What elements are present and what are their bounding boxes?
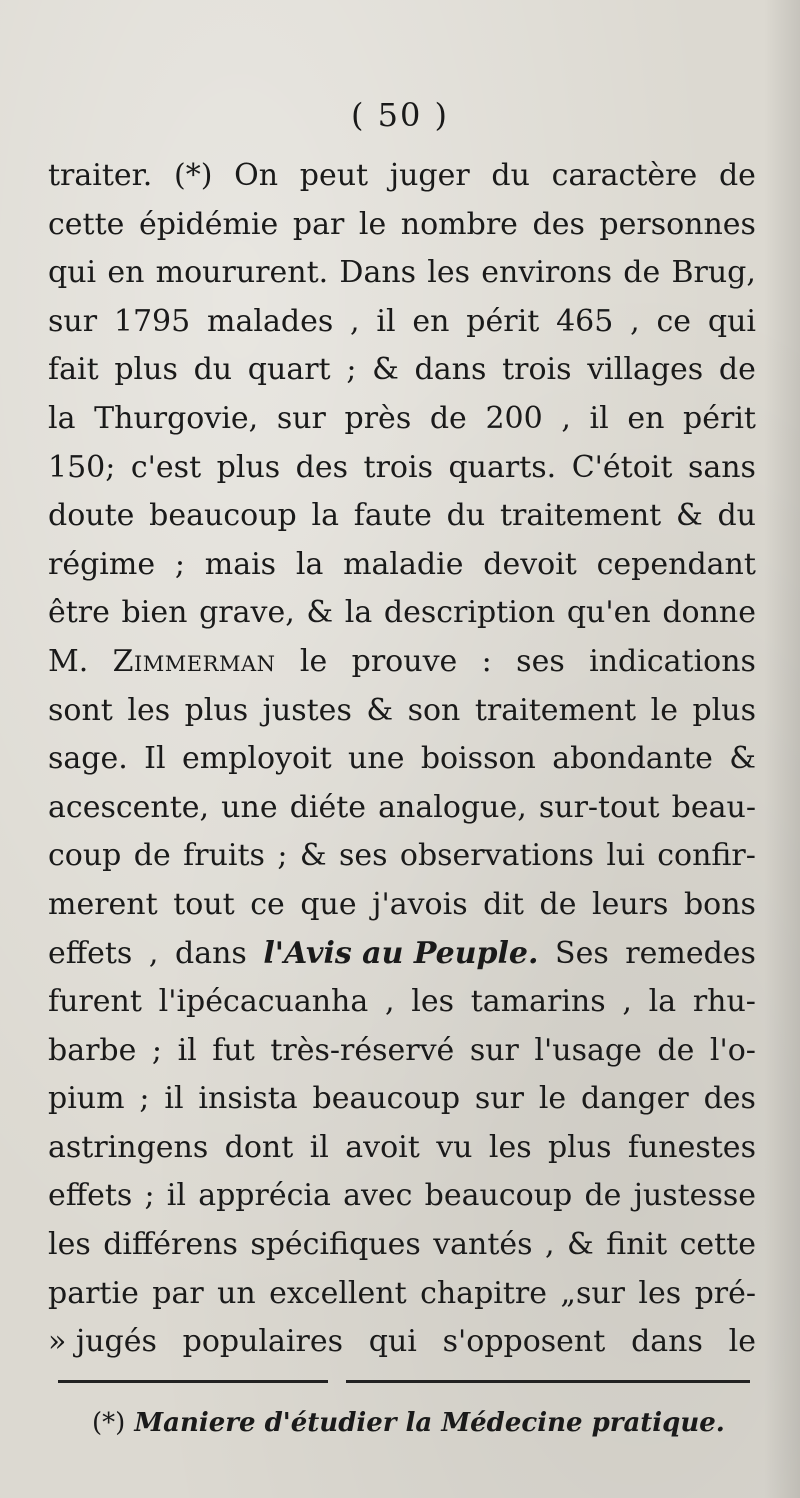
word: & [675,498,703,534]
word: M. [48,643,89,679]
word: traitement [499,498,662,534]
word: les [48,1227,91,1263]
text-line [48,541,756,590]
word: plus [114,352,178,388]
word: & [566,1227,594,1263]
word: il [376,303,396,339]
word: funestes [627,1129,756,1165]
word: qu'en [566,595,651,631]
word: une [221,789,278,825]
word: confir- [657,838,756,874]
word: pium [48,1081,125,1117]
word: trois [502,352,572,388]
word: vantés [433,1227,533,1263]
word: ; [174,546,185,582]
word: spécifiques [250,1227,421,1263]
word: effets [48,1178,133,1214]
word: les [127,692,171,728]
word: sur [469,1032,519,1068]
word: les [411,984,454,1020]
word: Zimmerman [112,643,276,679]
word: analogue, [378,789,527,825]
text-line [48,298,756,347]
word: 150; [48,449,116,485]
word: ; [277,838,288,874]
word: il [164,1081,184,1117]
word: prouve [351,643,458,679]
word: devoit [483,546,577,582]
word: il [309,1129,329,1165]
word: partie [48,1275,139,1311]
word: Brug, [671,255,756,291]
word: sur [48,303,98,339]
word: observations [399,838,594,874]
word: bien [121,595,188,631]
word: du [446,498,486,534]
word: leurs [592,886,669,922]
word: sur [474,1081,524,1117]
word: merent [48,886,158,922]
word: beaucoup [424,1178,573,1214]
word: quart [247,352,331,388]
word: 200 [485,400,543,436]
word: effets [48,935,133,971]
page-number: ( 50 ) [350,96,450,134]
word: abondante [552,741,713,777]
word: régime [48,546,156,582]
word: doute [48,498,135,534]
word: maladie [343,546,464,582]
word: ses [516,643,565,679]
word: beaucoup [312,1081,461,1117]
word: traitement [474,692,637,728]
word: de [623,255,661,291]
word: vu [436,1129,473,1165]
word: près [344,400,412,436]
word: 1795 [113,303,191,339]
word: beaucoup [149,498,297,534]
word: populaires [182,1324,343,1360]
word: excellent [269,1275,407,1311]
word: caractère [551,158,698,193]
word: Il [144,741,166,777]
word: plus [216,449,281,485]
text-line [48,346,756,395]
word: cette [48,206,125,242]
word: malades [207,303,334,339]
word: boisson [420,741,536,777]
word: sont [48,692,113,728]
word: la [648,984,677,1020]
word: tamarins [470,984,606,1020]
word: & [729,741,756,777]
word: l'Avis au Peuple. [263,935,539,971]
word: On [234,158,279,193]
word: le [358,206,387,242]
word: ses [338,838,388,874]
word: quarts. [448,449,557,485]
text-line [48,1270,756,1319]
word: justesse [633,1178,756,1214]
word: diéte [289,789,367,825]
word: „sur [560,1275,626,1311]
word: cependant [596,546,756,582]
text-line [48,735,756,784]
word: traiter. [48,158,153,193]
word: nombre [400,206,518,242]
word: de [429,400,467,436]
word: & [366,692,394,728]
word: ; [346,352,357,388]
word: qui [48,255,97,291]
word: moururent. [155,255,329,291]
word: , [148,935,159,971]
word: cette [679,1227,756,1263]
footnote [92,1408,725,1438]
word: les [488,1129,532,1165]
word: : [481,643,492,679]
text-line [48,881,756,930]
word: donne [662,595,756,631]
word: des [703,1081,756,1117]
word: » jugés [48,1324,157,1360]
word: (*) [173,158,213,193]
footnote-text: Maniere d'étudier la Médecine pratique. [134,1408,725,1438]
word: l'o- [709,1032,756,1068]
word: , [350,303,360,339]
text-line [48,1075,756,1124]
word: c'est [130,449,202,485]
word: fruits [183,838,265,874]
word: de [584,1178,622,1214]
word: une [348,741,405,777]
word: par [292,206,345,242]
word: peut [299,158,369,193]
word: tout [173,886,235,922]
body-text [48,152,756,1367]
word: sans [687,449,756,485]
word: du [193,352,233,388]
word: dans [414,352,487,388]
word: il [589,400,609,436]
word: des [295,449,349,485]
word: un [217,1275,256,1311]
word: pré- [694,1275,756,1311]
footnote-mark: (*) [92,1408,126,1438]
text-line [48,1318,756,1367]
word: beau- [671,789,756,825]
word: villages [587,352,704,388]
word: justes [262,692,352,728]
footnote-rule-left [58,1380,328,1383]
word: dit [483,886,524,922]
text-line [48,978,756,1027]
word: faute [353,498,432,534]
word: Thurgovie, [94,400,259,436]
word: ce [656,303,692,339]
word: lui [606,838,645,874]
word: dans [631,1324,703,1360]
text-line [48,638,756,687]
word: 465 [556,303,614,339]
word: trois [363,449,433,485]
word: insista [198,1081,298,1117]
word: l'ipécacuanha [158,984,369,1020]
word: ; [139,1081,150,1117]
word: , [561,400,571,436]
word: du [717,498,756,534]
word: , [545,1227,555,1263]
word: épidémie [138,206,279,242]
word: s'opposent [442,1324,606,1360]
word: , [384,984,395,1020]
word: juger [389,158,470,193]
word: en [627,400,665,436]
word: fut [212,1032,255,1068]
word: j'avois [372,886,468,922]
word: avec [343,1178,413,1214]
word: ce [250,886,285,922]
word: la [311,498,339,534]
word: il [177,1032,197,1068]
text-line [48,444,756,493]
word: & [306,595,334,631]
word: C'étoit [571,449,673,485]
word: chapitre [420,1275,548,1311]
word: la [295,546,324,582]
word: l'usage [534,1032,642,1068]
word: grave, [199,595,295,631]
word: de [133,838,171,874]
word: Dans [339,255,417,291]
word: très-réservé [270,1032,455,1068]
word: de [718,352,756,388]
word: description [383,595,556,631]
word: différens [103,1227,238,1263]
word: de [539,886,577,922]
text-line [48,1172,756,1221]
word: les [638,1275,682,1311]
word: employoit [181,741,332,777]
word: être [48,595,110,631]
word: plus [184,692,249,728]
text-line [48,249,756,298]
word: le [538,1081,567,1117]
text-line [48,832,756,881]
word: sur [276,400,326,436]
text-line [48,201,756,250]
text-line [48,784,756,833]
word: ; [144,1178,155,1214]
word: le [728,1324,756,1360]
word: dont [224,1129,294,1165]
footnote-rule-right [346,1380,750,1383]
word: finit [606,1227,668,1263]
word: en [107,255,145,291]
text-line [48,492,756,541]
word: qui [707,303,756,339]
word: personnes [599,206,756,242]
word: & [372,352,399,388]
word: de [718,158,756,193]
word: le [299,643,328,679]
word: furent [48,984,142,1020]
word: les [427,255,471,291]
word: ; [151,1032,163,1068]
word: bons [683,886,756,922]
word: avoit [345,1129,420,1165]
word: la [344,595,373,631]
word: que [300,886,357,922]
word: astringens [48,1129,209,1165]
word: apprécia [198,1178,331,1214]
word: sage. [48,741,128,777]
word: , [622,984,632,1020]
word: indications [589,643,756,679]
text-line [48,589,756,638]
word: plus [692,692,756,728]
word: par [152,1275,204,1311]
word: , [630,303,640,339]
word: mais [204,546,277,582]
word: Ses [555,935,609,971]
word: la [48,400,76,436]
word: remedes [625,935,756,971]
word: sur-tout [538,789,660,825]
word: acescente, [48,789,210,825]
word: il [166,1178,186,1214]
word: son [407,692,461,728]
word: & [299,838,327,874]
text-line [48,1221,756,1270]
word: plus [547,1129,612,1165]
word: rhu- [692,984,756,1020]
word: fait [48,352,99,388]
word: environs [481,255,613,291]
word: en [412,303,450,339]
text-line [48,687,756,736]
word: du [491,158,530,193]
word: des [532,206,585,242]
text-line [48,152,756,201]
text-line [48,1124,756,1173]
word: qui [368,1324,417,1360]
word: dans [174,935,247,971]
word: barbe [48,1032,137,1068]
text-line [48,1027,756,1076]
word: coup [48,838,122,874]
text-line [48,930,756,979]
word: périt [683,400,756,436]
word: le [650,692,678,728]
word: danger [581,1081,689,1117]
text-line [48,395,756,444]
word: périt [466,303,540,339]
word: de [657,1032,695,1068]
